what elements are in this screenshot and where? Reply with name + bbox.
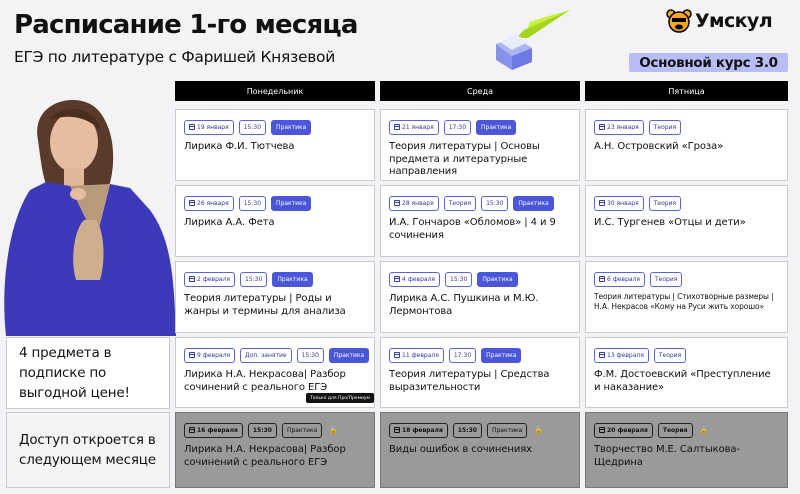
lesson-card[interactable] xyxy=(585,337,788,408)
time-chip: 15:30 xyxy=(239,196,266,211)
type-chip: Теория xyxy=(658,423,693,438)
course-badge: Основной курс 3.0 xyxy=(629,53,788,72)
time-chip: 15:30 xyxy=(481,196,508,211)
type-chip: Теория xyxy=(654,348,686,363)
calendar-icon xyxy=(189,200,195,206)
time-chip: 17:30 xyxy=(444,120,471,135)
next-month-text: Доступ откроется в следующем месяце xyxy=(6,412,170,488)
type-chip: Теория xyxy=(649,120,681,135)
type-chip: Практика xyxy=(329,348,369,363)
type-chip: Теория xyxy=(649,196,681,211)
time-chip: 15:30 xyxy=(240,272,267,287)
lesson-card[interactable] xyxy=(585,109,788,181)
type-chip: Теория xyxy=(650,272,682,287)
date-chip: 16 февраля xyxy=(184,423,243,438)
date-chip: 6 февраля xyxy=(594,272,645,287)
calendar-icon xyxy=(394,200,400,206)
type-chip: Практика xyxy=(282,423,322,438)
type-chip: Практика xyxy=(476,120,516,135)
calendar-icon xyxy=(394,352,400,358)
lesson-card[interactable] xyxy=(380,261,580,333)
lesson-title: Ф.М. Достоевский «Преступление и наказание» xyxy=(594,369,771,393)
date-chip: 18 февраля xyxy=(389,423,448,438)
type-chip: Практика xyxy=(272,272,312,287)
locked-lesson-card xyxy=(175,412,375,488)
day-header-friday: Пятница xyxy=(585,81,788,101)
lesson-title: Лирика Н.А. Некрасова| Разбор сочинений с реального ЕГЭ xyxy=(184,444,346,468)
lesson-card[interactable] xyxy=(585,261,788,333)
calendar-icon xyxy=(394,276,400,282)
calendar-icon xyxy=(599,276,605,282)
time-chip: 15:30 xyxy=(445,272,472,287)
lesson-title: И.А. Гончаров «Обломов» | 4 и 9 сочинения xyxy=(389,217,556,241)
lesson-card[interactable] xyxy=(175,109,375,181)
book-icon xyxy=(496,34,532,70)
locked-lesson-card xyxy=(380,412,580,488)
premium-badge: Только для Про/Премиум xyxy=(306,393,374,403)
promo-text: 4 предмета в подписке по выгодной цене! xyxy=(6,337,170,409)
time-chip: 17:30 xyxy=(449,348,476,363)
lesson-card[interactable] xyxy=(175,261,375,333)
brand-name: Умскул xyxy=(695,10,773,32)
type-chip: Практика xyxy=(271,120,311,135)
lesson-title: И.С. Тургенев «Отцы и дети» xyxy=(594,217,746,228)
date-chip: 23 января xyxy=(594,120,644,135)
date-chip: 4 февраля xyxy=(389,272,440,287)
lesson-title: А.Н. Островский «Гроза» xyxy=(594,141,724,152)
date-chip: 28 января xyxy=(389,196,439,211)
locked-lesson-card xyxy=(585,412,788,488)
day-header-monday: Понедельник xyxy=(175,81,375,101)
lesson-title: Теория литературы | Стихотворные размеры | Н.А. Некрасов «Кому на Руси жить хорошо» xyxy=(594,292,774,311)
calendar-icon xyxy=(394,427,400,433)
date-chip: 2 февраля xyxy=(184,272,235,287)
brand-logo xyxy=(666,8,772,34)
lock-icon: 🔒 xyxy=(534,426,544,434)
calendar-icon xyxy=(599,352,605,358)
type-chip: Практика xyxy=(481,348,521,363)
date-chip: 9 февраля xyxy=(184,348,235,363)
page-title: Расписание 1-го месяца xyxy=(14,10,358,40)
date-chip: 21 января xyxy=(389,120,439,135)
time-chip: 15:30 xyxy=(453,423,482,438)
type-chip: Практика xyxy=(513,196,553,211)
calendar-icon xyxy=(394,124,400,130)
calendar-icon xyxy=(189,124,195,130)
lesson-title: Творчество М.Е. Салтыкова-Щедрина xyxy=(594,444,740,468)
time-chip: 15:30 xyxy=(297,348,324,363)
lesson-title: Лирика Ф.И. Тютчева xyxy=(184,141,295,152)
lesson-card[interactable] xyxy=(380,109,580,181)
lesson-card[interactable] xyxy=(380,337,580,408)
type-chip: Практика xyxy=(477,272,517,287)
time-chip: 15:30 xyxy=(239,120,266,135)
page-subtitle: ЕГЭ по литературе с Фаришей Князевой xyxy=(14,48,335,66)
calendar-icon xyxy=(599,427,605,433)
lesson-title: Лирика А.С. Пушкина и М.Ю. Лермонтова xyxy=(389,293,539,317)
lesson-title: Теория литературы | Основы предмета и литературные направления xyxy=(389,141,540,177)
calendar-icon xyxy=(599,200,605,206)
lesson-card[interactable] xyxy=(380,185,580,257)
lesson-card[interactable] xyxy=(585,185,788,257)
day-header-wednesday: Среда xyxy=(380,81,580,101)
lesson-title: Виды ошибок в сочинениях xyxy=(389,444,532,455)
lesson-title: Теория литературы | Роды и жанры и термины для анализа xyxy=(184,293,346,317)
calendar-icon xyxy=(189,427,195,433)
calendar-icon xyxy=(599,124,605,130)
date-chip: 13 февраля xyxy=(594,348,649,363)
arrow-icon xyxy=(486,4,576,82)
teacher-photo xyxy=(0,80,176,336)
date-chip: 26 января xyxy=(184,196,234,211)
date-chip: 11 февраля xyxy=(389,348,444,363)
lock-icon: 🔒 xyxy=(329,426,339,434)
calendar-icon xyxy=(189,276,195,282)
lesson-title: Лирика Н.А. Некрасова| Разбор сочинений с реального ЕГЭ xyxy=(184,369,346,393)
type-chip: Теория xyxy=(444,196,476,211)
type-chip: Практика xyxy=(487,423,527,438)
date-chip: 20 февраля xyxy=(594,423,653,438)
lock-icon: 🔒 xyxy=(699,426,709,434)
type-chip: Практика xyxy=(271,196,311,211)
lesson-card[interactable] xyxy=(175,185,375,257)
extra-chip: Доп. занятие xyxy=(240,348,292,363)
lesson-title: Лирика А.А. Фета xyxy=(184,217,275,228)
date-chip: 30 января xyxy=(594,196,644,211)
calendar-icon xyxy=(189,352,195,358)
bear-logo-icon xyxy=(666,8,692,34)
lesson-title: Теория литературы | Средства выразительности xyxy=(389,369,550,393)
time-chip: 15:30 xyxy=(248,423,277,438)
date-chip: 19 января xyxy=(184,120,234,135)
